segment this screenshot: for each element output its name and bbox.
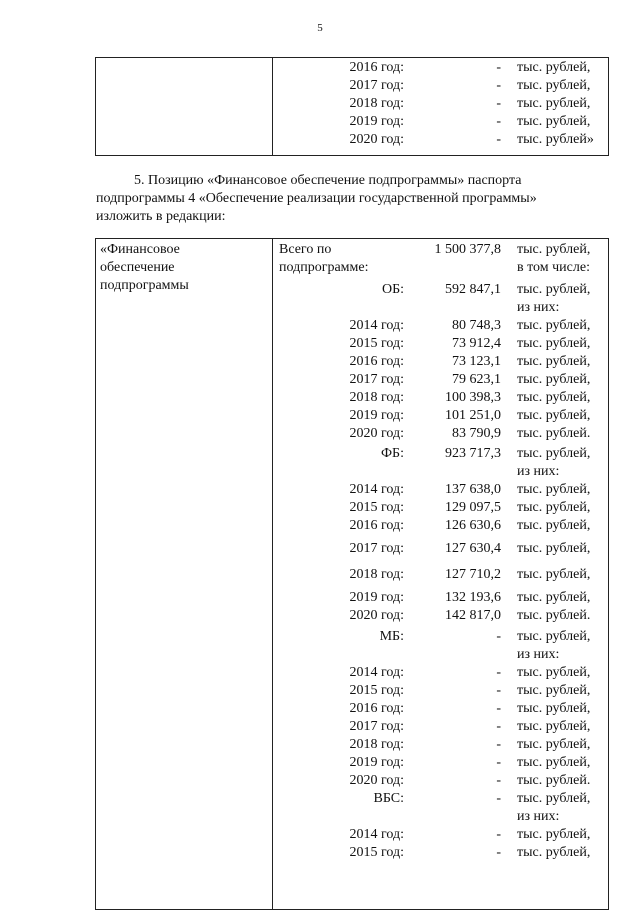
amount-value: 73 123,1 [452, 354, 501, 369]
amount-value: - [496, 96, 501, 111]
unit-label: тыс. рублей, [517, 755, 591, 770]
unit-label: тыс. рублей, [517, 114, 591, 129]
year-label: 2016 год: [349, 60, 404, 75]
amount-value: 73 912,4 [452, 336, 501, 351]
year-label: 2014 год: [349, 482, 404, 497]
amount-value: 80 748,3 [452, 318, 501, 333]
year-label: 2015 год: [349, 845, 404, 860]
source-row-vbs-cont [0, 808, 640, 826]
source-row-vbs [0, 790, 640, 808]
unit-label: тыс. рублей, [517, 500, 591, 515]
year-label: 2018 год: [349, 737, 404, 752]
unit-label: тыс. рублей, [517, 590, 591, 605]
year-label: 2016 год: [349, 354, 404, 369]
unit-label: тыс. рублей, [517, 60, 591, 75]
amount-value: - [496, 719, 501, 734]
unit-label: тыс. рублей, [517, 701, 591, 716]
year-label: 2014 год: [349, 827, 404, 842]
source-row-ob [0, 281, 640, 299]
top-table-row [0, 131, 640, 149]
year-label: 2020 год: [349, 773, 404, 788]
source-label: ФБ: [381, 446, 404, 461]
amount-value: 127 710,2 [445, 567, 501, 582]
year-label: 2019 год: [349, 755, 404, 770]
amount-value: - [496, 629, 501, 644]
year-row [0, 754, 640, 772]
source-row-mb-cont [0, 646, 640, 664]
amount-value: 132 193,6 [445, 590, 501, 605]
unit-label: тыс. рублей, [517, 390, 591, 405]
unit-label: тыс. рублей, [517, 518, 591, 533]
unit-label: в том числе: [517, 260, 590, 275]
unit-label: тыс. рублей, [517, 336, 591, 351]
year-row [0, 317, 640, 335]
amount-value: 100 398,3 [445, 390, 501, 405]
year-label: 2015 год: [349, 500, 404, 515]
year-row [0, 718, 640, 736]
top-table-row [0, 95, 640, 113]
amount-value: 142 817,0 [445, 608, 501, 623]
unit-label: тыс. рублей, [517, 242, 591, 257]
page-number: 5 [317, 22, 323, 34]
amount-value: - [496, 791, 501, 806]
year-row [0, 589, 640, 607]
year-label: 2015 год: [349, 683, 404, 698]
amount-value: 83 790,9 [452, 426, 501, 441]
amount-value: 592 847,1 [445, 282, 501, 297]
year-row [0, 664, 640, 682]
unit-label: тыс. рублей, [517, 719, 591, 734]
year-row [0, 844, 640, 862]
instruction-line: 5. Позицию «Финансовое обеспечение подпрограммы» паспорта [134, 173, 522, 188]
unit-label: тыс. рублей, [517, 354, 591, 369]
year-row [0, 540, 640, 558]
unit-label: из них: [517, 464, 560, 479]
year-label: 2020 год: [349, 608, 404, 623]
year-row [0, 481, 640, 499]
year-row [0, 566, 640, 584]
year-row [0, 371, 640, 389]
unit-label: тыс. рублей, [517, 96, 591, 111]
year-row [0, 700, 640, 718]
year-label: 2017 год: [349, 372, 404, 387]
instruction-paragraph [96, 172, 596, 226]
unit-label: тыс. рублей, [517, 845, 591, 860]
year-row [0, 826, 640, 844]
year-label: 2018 год: [349, 567, 404, 582]
unit-label: тыс. рублей, [517, 683, 591, 698]
unit-label: тыс. рублей, [517, 78, 591, 93]
unit-label: тыс. рублей, [517, 567, 591, 582]
top-table-row [0, 59, 640, 77]
year-label: 2019 год: [349, 408, 404, 423]
unit-label: тыс. рублей. [517, 426, 591, 441]
year-row [0, 736, 640, 754]
source-label: ОБ: [381, 282, 404, 297]
amount-value: - [496, 845, 501, 860]
unit-label: тыс. рублей, [517, 737, 591, 752]
year-label: 2020 год: [349, 132, 404, 147]
amount-value: - [496, 737, 501, 752]
amount-value: - [496, 755, 501, 770]
year-label: 2019 год: [349, 590, 404, 605]
amount-value: - [496, 78, 501, 93]
total-value: 1 500 377,8 [434, 242, 501, 257]
unit-label: из них: [517, 647, 560, 662]
year-row [0, 772, 640, 790]
source-row-mb [0, 628, 640, 646]
source-row-fb-cont [0, 463, 640, 481]
year-row [0, 517, 640, 535]
unit-label: тыс. рублей, [517, 408, 591, 423]
unit-label: тыс. рублей» [517, 132, 594, 147]
unit-label: тыс. рублей, [517, 791, 591, 806]
total-row-cont [0, 259, 640, 277]
position-title-line: подпрограммы [100, 278, 189, 293]
position-title-line: обеспечение [100, 260, 175, 275]
year-row [0, 353, 640, 371]
amount-value: - [496, 773, 501, 788]
year-label: 2018 год: [349, 390, 404, 405]
year-row [0, 335, 640, 353]
amount-value: 129 097,5 [445, 500, 501, 515]
amount-value: 923 717,3 [445, 446, 501, 461]
unit-label: тыс. рублей, [517, 318, 591, 333]
amount-value: - [496, 701, 501, 716]
source-row-ob-cont [0, 299, 640, 317]
unit-label: тыс. рублей, [517, 827, 591, 842]
amount-value: - [496, 665, 501, 680]
position-title-line: «Финансовое [100, 242, 180, 257]
unit-label: тыс. рублей, [517, 665, 591, 680]
source-label: МБ: [379, 629, 404, 644]
source-label: ВБС: [373, 791, 404, 806]
total-row [0, 241, 640, 259]
year-label: 2017 год: [349, 78, 404, 93]
unit-label: тыс. рублей, [517, 372, 591, 387]
year-row [0, 389, 640, 407]
year-label: 2018 год: [349, 96, 404, 111]
year-label: 2015 год: [349, 336, 404, 351]
instruction-line: изложить в редакции: [96, 209, 226, 224]
year-row [0, 407, 640, 425]
amount-value: - [496, 132, 501, 147]
amount-value: - [496, 827, 501, 842]
amount-value: - [496, 60, 501, 75]
year-row [0, 682, 640, 700]
instruction-line: подпрограммы 4 «Обеспечение реализации государственной программы» [96, 191, 537, 206]
year-label: 2016 год: [349, 701, 404, 716]
year-label: 2014 год: [349, 318, 404, 333]
unit-label: из них: [517, 300, 560, 315]
amount-value: 127 630,4 [445, 541, 501, 556]
year-label: 2019 год: [349, 114, 404, 129]
year-label: 2017 год: [349, 541, 404, 556]
amount-value: 126 630,6 [445, 518, 501, 533]
year-label: 2020 год: [349, 426, 404, 441]
year-label: 2017 год: [349, 719, 404, 734]
unit-label: тыс. рублей, [517, 282, 591, 297]
unit-label: тыс. рублей. [517, 608, 591, 623]
top-table-row [0, 77, 640, 95]
amount-value: - [496, 114, 501, 129]
unit-label: тыс. рублей, [517, 629, 591, 644]
amount-value: 79 623,1 [452, 372, 501, 387]
year-label: 2016 год: [349, 518, 404, 533]
unit-label: тыс. рублей, [517, 541, 591, 556]
unit-label: из них: [517, 809, 560, 824]
source-row-fb [0, 445, 640, 463]
top-table-row [0, 113, 640, 131]
year-row [0, 499, 640, 517]
total-label-line: подпрограмме: [279, 260, 369, 275]
unit-label: тыс. рублей, [517, 482, 591, 497]
amount-value: - [496, 683, 501, 698]
amount-value: 101 251,0 [445, 408, 501, 423]
year-row [0, 425, 640, 443]
amount-value: 137 638,0 [445, 482, 501, 497]
year-row [0, 607, 640, 625]
unit-label: тыс. рублей. [517, 773, 591, 788]
year-label: 2014 год: [349, 665, 404, 680]
unit-label: тыс. рублей, [517, 446, 591, 461]
total-label-line: Всего по [279, 242, 332, 257]
